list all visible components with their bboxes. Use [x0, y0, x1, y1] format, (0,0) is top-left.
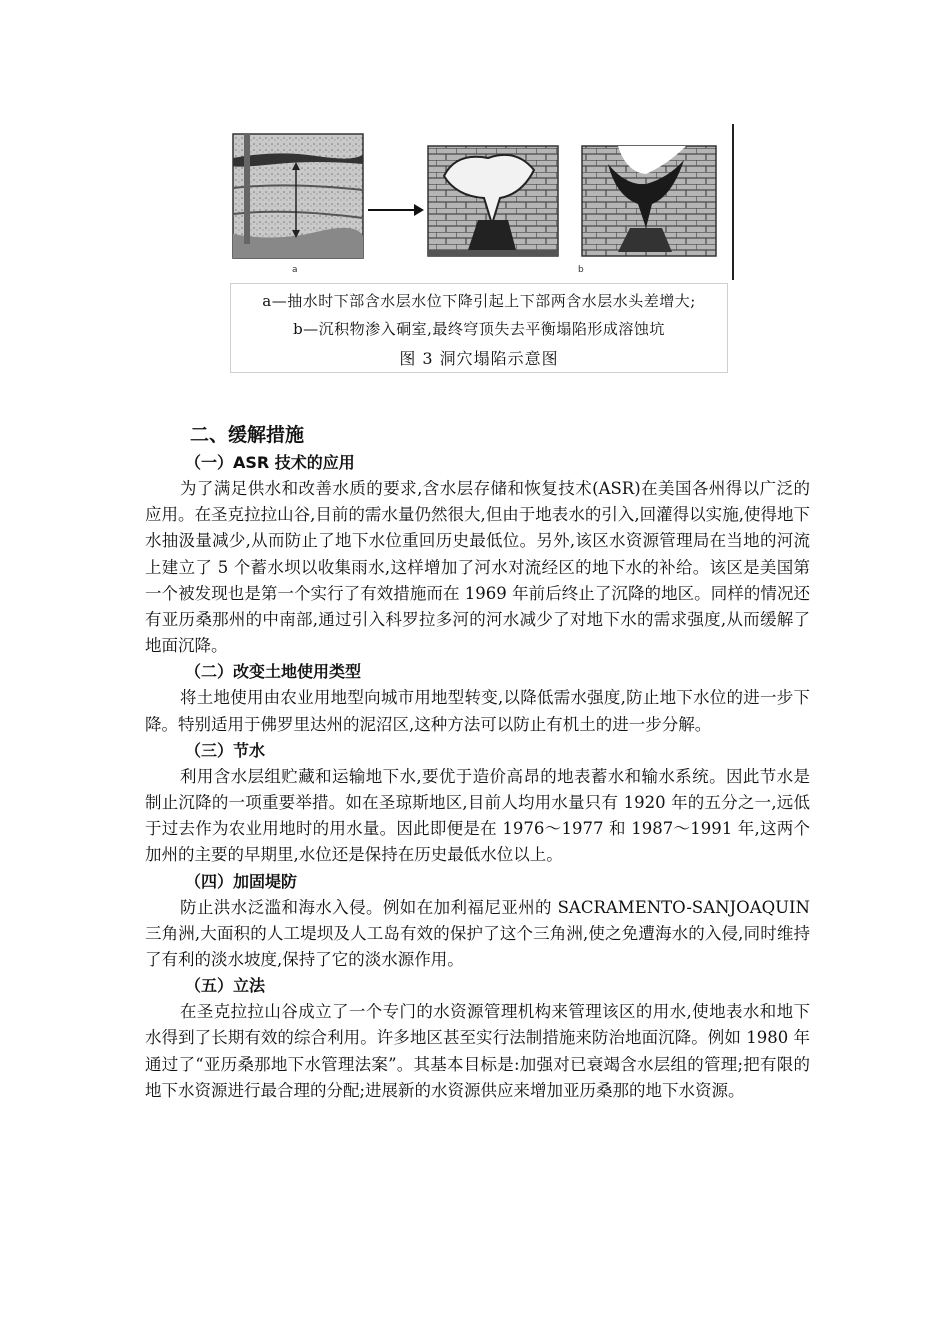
panel-a — [233, 134, 363, 275]
panel-a-label: a — [292, 265, 298, 275]
subsection-heading-asr: （一）ASR 技术的应用 — [185, 453, 355, 472]
panel-b2 — [578, 146, 716, 275]
figure-title: 图 3 洞穴塌陷示意图 — [399, 349, 559, 368]
caption-line-2: b—沉积物渗入硐室,最终穹顶失去平衡塌陷形成溶蚀坑 — [293, 320, 665, 338]
figure-caption-box — [230, 283, 728, 373]
panel-b-label: b — [578, 265, 584, 275]
caption-line-1: a—抽水时下部含水层水位下降引起上下部两含水层水头差增大; — [262, 292, 696, 310]
subsection-heading-water-saving: （三）节水 — [185, 740, 266, 760]
paragraph-water-saving: 利用含水层组贮藏和运输地下水,要优于造价高昂的地表蓄水和输水系统。因此节水是制止沉降的一项重要举措。如在圣琼斯地区,目前人均用水量只有 1920 年的五分之一,远低于过去作为农业用地时的用水量。因此即便是在 1976～1977 和 1987～1991 年,这两个加州的主要的早期里,水位还是保持在历史最低水位以上。 — [145, 766, 810, 865]
paragraph-levees: 防止洪水泛滥和海水入侵。例如在加利福尼亚州的 SACRAMENTO-SANJOAQUIN 三角洲,大面积的人工堤坝及人工岛有效的保护了这个三角洲,使之免遭海水的入侵,同时维持了有利的淡水坡度,保持了它的淡水源作用。 — [145, 897, 810, 970]
subsection-heading-land-use: （二）改变土地使用类型 — [185, 662, 362, 682]
section-heading: 二、缓解措施 — [190, 424, 305, 446]
figure-right-border — [732, 124, 734, 280]
cave-collapse-figure — [216, 124, 734, 280]
paragraph-asr: 为了满足供水和改善水质的要求,含水层存储和恢复技术(ASR)在美国各州得以广泛的应用。在圣克拉拉山谷,目前的需水量仍然很大,但由于地表水的引入,回灌得以实施,使得地下水抽汲量减少,从而防止了地下水位重回历史最低位。另外,该区水资源管理局在当地的河流上建立了 5 个蓄水坝以收集雨水,这样增加了河水对流经区的地下水的补给。该区是美国第一个被发现也是第一个实行了有效措施而在 1969 年前后终止了沉降的地区。同样的情况还有亚历桑那州的中南部,通过引入科罗拉多河的河水减少了对地下水的需求强度,从而缓解了地面沉降。 — [145, 479, 810, 656]
transition-arrow — [368, 204, 424, 216]
paragraph-legislation: 在圣克拉拉山谷成立了一个专门的水资源管理机构来管理该区的用水,使地表水和地下水得到了长期有效的综合利用。许多地区甚至实行法制措施来防治地面沉降。例如 1980 年通过了“亚历桑那地下水管理法案”。其基本目标是:加强对已衰竭含水层组的管理;把有限的地下水资源进行最合理的分配;进展新的水资源供应来增加亚历桑那的地下水资源。 — [145, 1002, 810, 1100]
paragraph-land-use: 将土地使用由农业用地型向城市用地型转变,以降低需水强度,防止地下水位的进一步下降。特别适用于佛罗里达州的泥沼区,这种方法可以防止有机土的进一步分解。 — [145, 688, 810, 734]
article-body — [145, 420, 810, 1104]
panel-b1 — [428, 146, 558, 256]
cave-collapse-diagram — [216, 124, 734, 280]
subsection-heading-legislation: （五）立法 — [185, 976, 266, 996]
subsection-heading-levees: （四）加固堤防 — [185, 871, 298, 891]
